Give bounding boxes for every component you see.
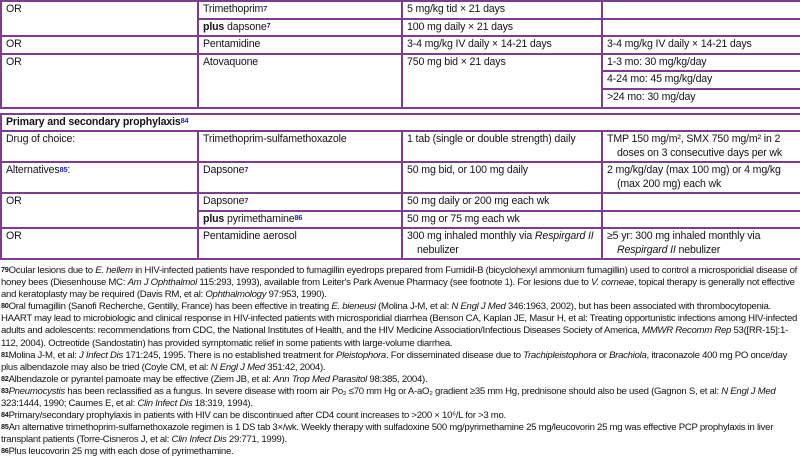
text-segment: . For disseminated disease due to bbox=[386, 349, 524, 361]
text-segment: TMP 150 mg/m², SMX 750 mg/m² in 2 doses on 3 consecutive days per wk bbox=[607, 133, 783, 159]
cell-adult-dose bbox=[402, 193, 602, 211]
cell-adult-dose bbox=[402, 19, 602, 37]
text-segment: N Engl J Med bbox=[210, 361, 265, 373]
text-segment: Pneumocystis bbox=[8, 385, 65, 397]
text-segment: 7 bbox=[244, 164, 249, 174]
text-segment: 85 bbox=[59, 164, 68, 174]
text-segment: 29:771, 1999). bbox=[226, 434, 287, 446]
text-segment: Albendazole or pyrantel pamoate may be effective (Ziem JB, et al: bbox=[8, 373, 274, 385]
text-segment: Ophthalmology bbox=[205, 289, 267, 301]
cell-drug-plus-dapsone bbox=[198, 19, 402, 37]
text-segment: 1 tab (single or double strength) daily bbox=[407, 133, 576, 145]
text-segment: Pentamidine aerosol bbox=[203, 230, 297, 242]
text-segment: OR bbox=[6, 38, 22, 50]
text-segment: 50 mg or 75 mg each wk bbox=[407, 212, 520, 225]
cell-drug-of-choice-label bbox=[1, 131, 198, 162]
text-segment: Primary/secondary prophylaxis in patients with HIV can be discontinued after CD4 count increases to >200 × 10⁶/L for >3 mo. bbox=[8, 410, 506, 422]
text-segment: Am J Ophthalmol bbox=[127, 277, 197, 289]
text-segment: Clin Infect Dis bbox=[171, 434, 227, 446]
text-segment: 97:953, 1990). bbox=[266, 289, 327, 301]
cell-peds-dose-empty bbox=[602, 193, 800, 211]
cell-drug-trimethoprim bbox=[198, 1, 402, 19]
cell-drug-atovaquone bbox=[198, 54, 402, 108]
text-segment: >24 mo: 30 mg/day bbox=[607, 90, 696, 103]
text-segment: 1 bbox=[504, 277, 510, 289]
table-row bbox=[1, 193, 800, 211]
cell-or bbox=[1, 36, 198, 54]
text-segment: An alternative trimethoprim-sulfamethoxazole regimen is 1 DS tab 3×/wk. Weekly therapy with sulfadoxine 500 mg/pyrimethamine 25 mg/leucovorin 25 mg was effective PCP prophylaxis in liver transplant patients (Torre-Cisneros J, et al: bbox=[1, 422, 774, 446]
text-segment: 80 bbox=[1, 301, 9, 311]
text-segment: 5 mg/kg tid × 21 days bbox=[407, 3, 505, 15]
text-segment: ≥5 yr: 300 mg inhaled monthly via bbox=[607, 230, 761, 242]
text-segment: Drug of choice: bbox=[6, 133, 75, 145]
text-segment: 750 mg bid × 21 days bbox=[407, 55, 506, 68]
footnote-82 bbox=[1, 374, 799, 386]
text-segment: 81 bbox=[1, 349, 9, 359]
text-segment: Trachipleistophora bbox=[523, 349, 597, 361]
cell-drug-dapsone bbox=[198, 193, 402, 211]
cell-drug-pentamidine-aerosol bbox=[198, 228, 402, 259]
text-segment: Plus leucovorin 25 mg with each dose of pyrimethamine. bbox=[8, 446, 234, 458]
table-row bbox=[1, 54, 800, 72]
text-segment: Pleistophora bbox=[336, 349, 386, 361]
text-segment: : bbox=[67, 164, 71, 176]
footnote-83 bbox=[1, 386, 799, 410]
text-segment: 85 bbox=[1, 422, 9, 432]
footnote-81 bbox=[1, 350, 799, 374]
cell-peds-dose-1-3mo bbox=[602, 54, 800, 72]
text-segment: E. hellem bbox=[95, 265, 133, 276]
text-segment: MMWR Recomm Rep bbox=[642, 325, 732, 337]
cell-adult-dose bbox=[402, 131, 602, 162]
table-row bbox=[1, 228, 800, 259]
text-segment: 115:293, 1993), available from Leiter's Park Avenue Pharmacy (see footnote bbox=[196, 277, 505, 289]
text-segment: 18:319, 1994). bbox=[192, 398, 253, 410]
text-segment: N Engl J Med bbox=[721, 385, 776, 397]
text-segment: Dapsone bbox=[203, 164, 245, 176]
text-segment: plus bbox=[203, 20, 225, 33]
text-segment: plus bbox=[203, 212, 225, 225]
text-segment: V. corneae bbox=[590, 277, 634, 289]
text-segment: OR bbox=[6, 230, 22, 242]
text-segment: Pentamidine bbox=[203, 38, 261, 50]
text-segment: J Infect Dis bbox=[78, 349, 124, 361]
cell-peds-dose-24mo bbox=[602, 89, 800, 108]
table-row bbox=[1, 162, 800, 193]
text-segment: Ocular lesions due to bbox=[8, 265, 96, 276]
text-segment: has been reclassified as a fungus. In severe disease with room air Po₂ ≤70 mm Hg or A-aO₂ gradient ≥35 mm Hg, prednisone should also be used (Gagnon S, et al: bbox=[64, 385, 722, 397]
cell-peds-dose bbox=[602, 131, 800, 162]
cell-or bbox=[1, 54, 198, 108]
cell-adult-dose bbox=[402, 228, 602, 259]
text-segment: 82 bbox=[1, 373, 9, 383]
text-segment: 53([RR-15]:1-112, 2004). Octreotide (Sandostatin) has provided symptomatic relief in some patients with large-volume diarrhea. bbox=[1, 325, 788, 349]
text-segment: Dapsone bbox=[203, 195, 245, 207]
cell-alternatives-label bbox=[1, 162, 198, 193]
text-segment: OR bbox=[6, 55, 22, 68]
text-segment: Ann Trop Med Parasitol bbox=[273, 373, 367, 385]
cell-or bbox=[1, 1, 198, 36]
cell-peds-dose bbox=[602, 162, 800, 193]
text-segment: Trimethoprim-sulfamethoxazole bbox=[203, 133, 347, 145]
cell-drug-tmp-smx bbox=[198, 131, 402, 162]
cell-adult-dose bbox=[402, 211, 602, 229]
cell-or bbox=[1, 228, 198, 259]
table-row bbox=[1, 131, 800, 162]
text-segment: Atovaquone bbox=[203, 55, 259, 68]
text-segment: , itraconazole 400 mg PO once/day plus albendazole may also be tried (Coyle CM, et al: bbox=[1, 349, 788, 373]
text-segment: , topical therapy is generally not effective and keratoplasty may be required (Davis RM, et al: bbox=[1, 277, 795, 301]
cell-peds-dose-empty bbox=[602, 1, 800, 19]
text-segment: Respirgard II bbox=[617, 243, 676, 256]
footnote-86 bbox=[1, 446, 799, 458]
text-segment: ). For lesions due to bbox=[509, 277, 591, 289]
text-segment: dapsone bbox=[224, 20, 267, 33]
treatment-table-upper bbox=[0, 0, 800, 109]
text-segment: nebulizer bbox=[675, 243, 721, 256]
text-segment: 323:1444, 1990; Caumes E, et al: bbox=[1, 398, 138, 410]
cell-drug-plus-pyrimethamine bbox=[198, 211, 402, 229]
text-segment: 50 mg bid, or 100 mg daily bbox=[407, 164, 528, 176]
text-segment: 100 mg daily × 21 days bbox=[407, 20, 513, 33]
text-segment: 84 bbox=[180, 116, 189, 125]
text-segment: Primary and secondary prophylaxis bbox=[6, 115, 181, 128]
text-segment: Alternatives bbox=[6, 164, 60, 176]
text-segment: 83 bbox=[1, 385, 9, 395]
text-segment: Brachiola bbox=[609, 349, 647, 361]
text-segment: 84 bbox=[1, 410, 9, 420]
text-segment: OR bbox=[6, 195, 22, 207]
cell-adult-dose bbox=[402, 162, 602, 193]
section-header-row bbox=[1, 114, 800, 132]
text-segment: 4-24 mo: 45 mg/kg/day bbox=[607, 73, 713, 85]
cell-peds-dose-empty bbox=[602, 19, 800, 37]
text-segment: 351:42, 2004). bbox=[264, 361, 326, 373]
cell-adult-dose bbox=[402, 36, 602, 54]
cell-adult-dose bbox=[402, 54, 602, 108]
table-row bbox=[1, 1, 800, 19]
text-segment: 7 bbox=[266, 21, 271, 30]
text-segment: pyrimethamine bbox=[224, 212, 295, 225]
cell-or bbox=[1, 193, 198, 228]
text-segment: N Engl J Med bbox=[451, 301, 506, 313]
text-segment: Trimethoprim bbox=[203, 3, 264, 15]
cell-peds-dose-4-24mo bbox=[602, 71, 800, 89]
cell-drug-pentamidine bbox=[198, 36, 402, 54]
cell-peds-dose-empty bbox=[602, 211, 800, 229]
text-segment: OR bbox=[6, 3, 22, 15]
text-segment: Molina J-M, et al: bbox=[8, 349, 79, 361]
text-segment: Oral fumagillin (Sanofi Recherche, Gentilly, France) has been effective in treating bbox=[8, 301, 332, 313]
text-segment: 79 bbox=[1, 265, 9, 274]
cell-peds-dose bbox=[602, 36, 800, 54]
text-segment: 300 mg inhaled monthly via bbox=[407, 230, 535, 242]
text-segment: 346:1963, 2002), but has been associated with thrombocytopenia. HAART may lead to microbiologic and clinical response in HIV-infected patients with microsporidial diarrhea (Benson CA, Kaplan JE, Masur H, et al: Treating opportunistic infections among HIV-infected adults and adolescents: recommendations from CDC, the National Institutes of Health, and the HIV Medicine Association/Infectious Diseases Society of America, bbox=[1, 301, 798, 337]
text-segment: 50 mg daily or 200 mg each wk bbox=[407, 195, 550, 207]
text-segment: 7 bbox=[263, 3, 268, 13]
text-segment: 171:245, 1995. There is no established treatment for bbox=[123, 349, 337, 361]
footnote-85 bbox=[1, 422, 799, 446]
text-segment: 3-4 mg/kg IV daily × 14-21 days bbox=[407, 38, 552, 50]
cell-drug-dapsone bbox=[198, 162, 402, 193]
footnote-79 bbox=[1, 265, 799, 301]
footnotes-section bbox=[0, 260, 800, 459]
table-row bbox=[1, 36, 800, 54]
footnote-84 bbox=[1, 410, 799, 422]
text-segment: 98:385, 2004). bbox=[367, 373, 428, 385]
text-segment: 7 bbox=[244, 195, 249, 205]
treatment-table-prophylaxis bbox=[0, 113, 800, 261]
text-segment: 86 bbox=[1, 446, 9, 456]
text-segment: nebulizer bbox=[417, 243, 459, 256]
text-segment: in HIV-infected patients have responded to fumagillin eyedrops prepared from Fumidil-B (bicyclohexyl ammonium fumagillin) used to control a microsporidial disease of honey bees (Diesenhouse MC: bbox=[1, 265, 798, 289]
text-segment: 3-4 mg/kg IV daily × 14-21 days bbox=[607, 38, 752, 50]
text-segment: Clin Infect Dis bbox=[137, 398, 193, 410]
text-segment: 86 bbox=[294, 213, 303, 222]
text-segment: E. bieneusi bbox=[331, 301, 376, 313]
cell-peds-dose bbox=[602, 228, 800, 259]
text-segment: (Molina J-M, et al: bbox=[375, 301, 452, 313]
text-segment: Respirgard II bbox=[534, 230, 594, 242]
text-segment: 2 mg/kg/day (max 100 mg) or 4 mg/kg (max 200 mg) each wk bbox=[607, 164, 781, 190]
cell-adult-dose bbox=[402, 1, 602, 19]
text-segment: or bbox=[596, 349, 610, 361]
text-segment: 1-3 mo: 30 mg/kg/day bbox=[607, 55, 707, 68]
section-title bbox=[1, 114, 800, 132]
footnote-80 bbox=[1, 301, 799, 349]
